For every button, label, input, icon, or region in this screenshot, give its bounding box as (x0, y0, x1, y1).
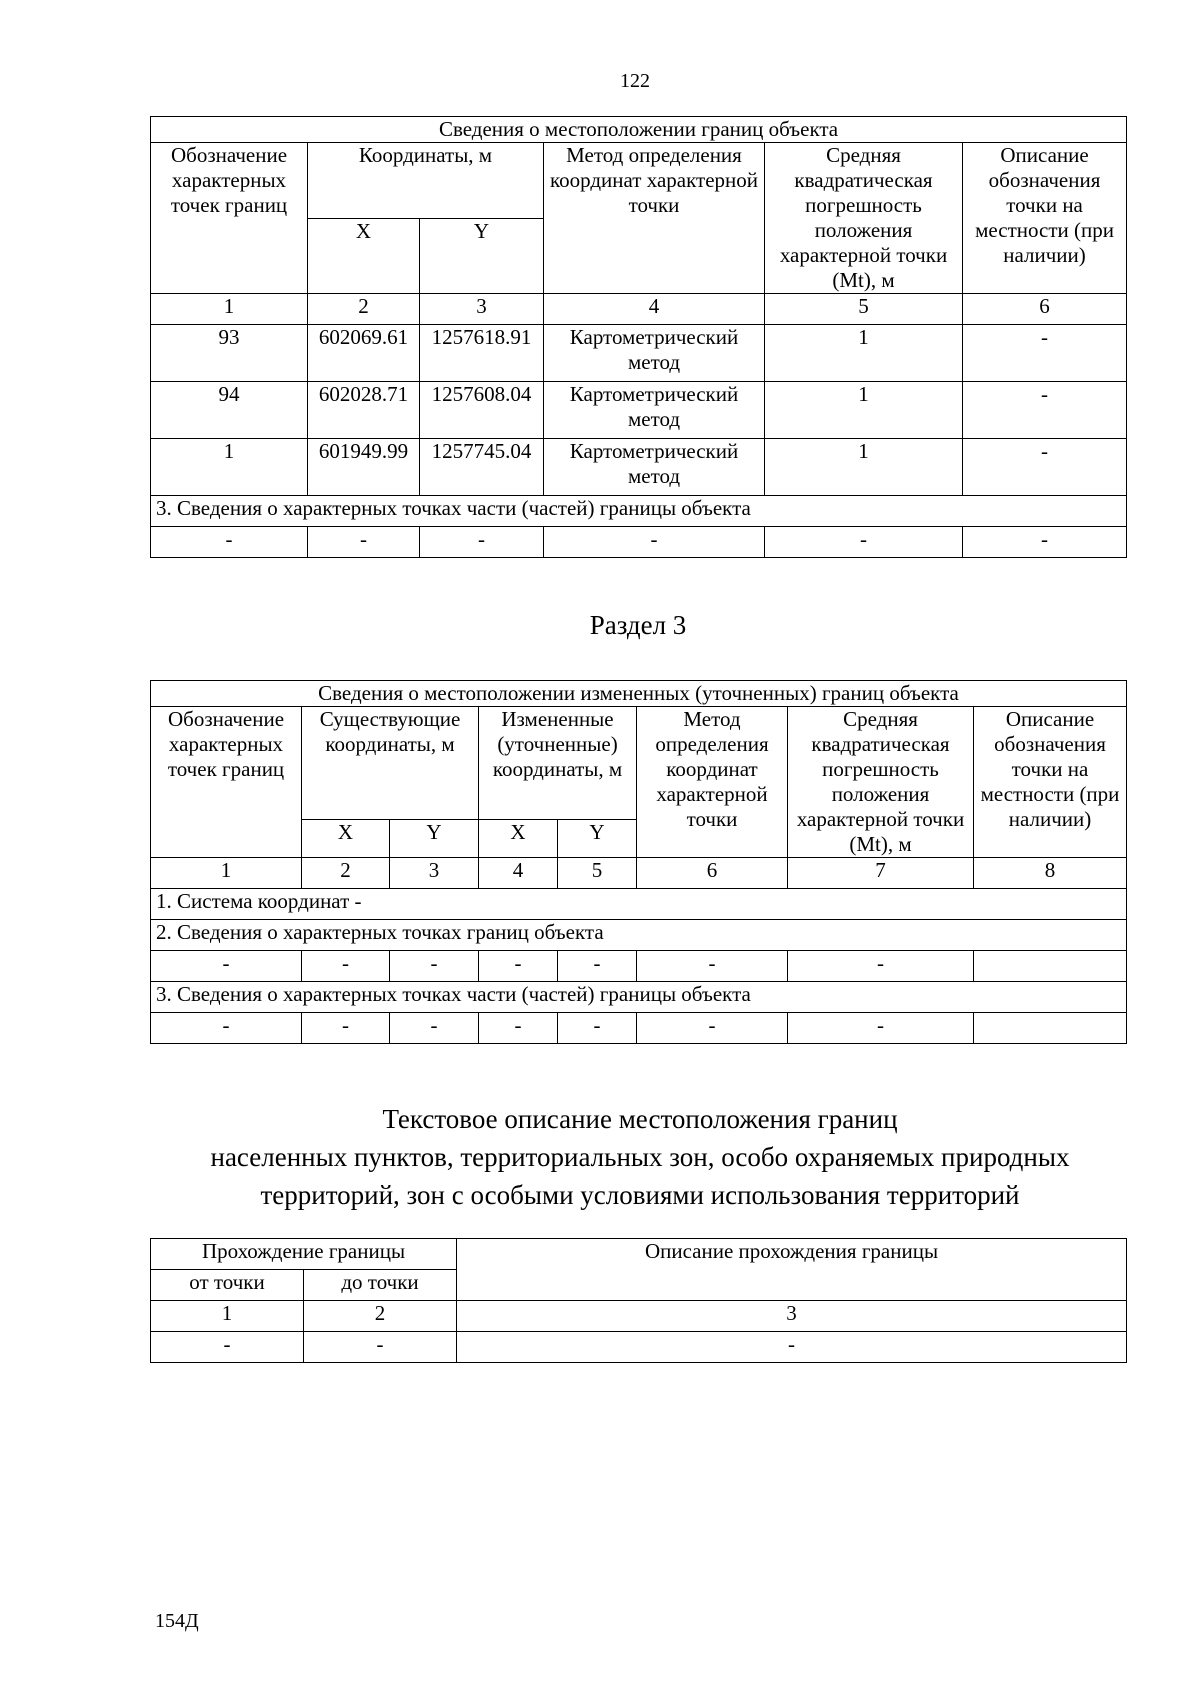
table-row (151, 382, 1127, 439)
page-code: 154Д (155, 1610, 199, 1632)
header-y: Y (420, 218, 544, 294)
header-y: Y (558, 819, 637, 858)
coord-y: 1257745.04 (420, 439, 544, 496)
coord-y: 1257618.91 (420, 325, 544, 382)
cell: - (151, 527, 308, 558)
column-numbers-row (151, 1301, 1127, 1332)
header-designation: Обозначение характерных точек границ (151, 707, 302, 858)
col-number: 6 (963, 294, 1127, 325)
cell: - (558, 1013, 637, 1044)
coord-x: 601949.99 (308, 439, 420, 496)
cell: - (788, 951, 974, 982)
description: - (963, 439, 1127, 496)
page-number: 122 (620, 70, 650, 92)
column-numbers-row (151, 858, 1127, 889)
method: Картометрический метод (544, 325, 765, 382)
table-row (151, 527, 1127, 558)
boundary-location-table (150, 116, 1127, 558)
col-number: 1 (151, 858, 302, 889)
cell: - (544, 527, 765, 558)
table-row (151, 951, 1127, 982)
coord-y: 1257608.04 (420, 382, 544, 439)
header-x: X (308, 218, 420, 294)
col-number: 3 (420, 294, 544, 325)
col-number: 5 (765, 294, 963, 325)
cell (974, 951, 1127, 982)
header-existing-coordinates: Существующие координаты, м (302, 707, 479, 820)
coord-x: 602028.71 (308, 382, 420, 439)
header-passage: Прохождение границы (151, 1239, 457, 1270)
col-number: 4 (479, 858, 558, 889)
header-method: Метод определения координат характерной точки (544, 143, 765, 294)
header-method: Метод определения координат характерной точки (637, 707, 788, 858)
col-number: 8 (974, 858, 1127, 889)
text-description-heading (110, 1100, 1170, 1214)
table-row (151, 325, 1127, 382)
header-description: Описание обозначения точки на местности (при наличии) (963, 143, 1127, 294)
changed-boundary-table (150, 680, 1127, 1044)
cell: - (151, 1332, 304, 1363)
header-designation: Обозначение характерных точек границ (151, 143, 308, 294)
section-heading: Раздел 3 (589, 610, 687, 640)
table-row (151, 1013, 1127, 1044)
heading-line: территорий, зон с особыми условиями использования территорий (260, 1180, 1020, 1210)
cell: - (302, 951, 390, 982)
col-number: 1 (151, 1301, 304, 1332)
cell: - (637, 951, 788, 982)
cell: - (963, 527, 1127, 558)
col-number: 2 (308, 294, 420, 325)
header-description: Описание обозначения точки на местности (при наличии) (974, 707, 1127, 858)
header-y: Y (390, 819, 479, 858)
error: 1 (765, 439, 963, 496)
point-id: 93 (151, 325, 308, 382)
table-row (151, 439, 1127, 496)
cell: - (765, 527, 963, 558)
col-number: 7 (788, 858, 974, 889)
section-3-title: 3. Сведения о характерных точках части (частей) границы объекта (151, 496, 1127, 527)
col-number: 2 (302, 858, 390, 889)
boundary-passage-table (150, 1238, 1127, 1363)
col-number: 1 (151, 294, 308, 325)
header-coordinates: Координаты, м (308, 143, 544, 219)
col-number: 5 (558, 858, 637, 889)
cell: - (788, 1013, 974, 1044)
heading-line: Текстовое описание местоположения границ (382, 1104, 898, 1134)
cell: - (637, 1013, 788, 1044)
table-title: Сведения о местоположении границ объекта (151, 117, 1127, 143)
description: - (963, 382, 1127, 439)
table-row (151, 1332, 1127, 1363)
point-id: 94 (151, 382, 308, 439)
cell: - (390, 1013, 479, 1044)
section-3-title: 3. Сведения о характерных точках части (частей) границы объекта (151, 982, 1127, 1013)
table-title: Сведения о местоположении измененных (уточненных) границ объекта (151, 681, 1127, 707)
cell: - (390, 951, 479, 982)
col-number: 6 (637, 858, 788, 889)
point-id: 1 (151, 439, 308, 496)
col-number: 2 (304, 1301, 457, 1332)
error: 1 (765, 382, 963, 439)
cell (974, 1013, 1127, 1044)
coord-x: 602069.61 (308, 325, 420, 382)
header-passage-description: Описание прохождения границы (457, 1239, 1127, 1301)
header-to-point: до точки (304, 1270, 457, 1301)
cell: - (479, 1013, 558, 1044)
cell: - (479, 951, 558, 982)
col-number: 3 (390, 858, 479, 889)
header-x: X (479, 819, 558, 858)
cell: - (457, 1332, 1127, 1363)
header-from-point: от точки (151, 1270, 304, 1301)
description: - (963, 325, 1127, 382)
coordinate-system: 1. Система координат - (151, 889, 1127, 920)
cell: - (304, 1332, 457, 1363)
method: Картометрический метод (544, 439, 765, 496)
header-changed-coordinates: Измененные (уточненные) координаты, м (479, 707, 637, 820)
section-2-title: 2. Сведения о характерных точках границ объекта (151, 920, 1127, 951)
method: Картометрический метод (544, 382, 765, 439)
header-error: Средняя квадратическая погрешность положения характерной точки (Mt), м (765, 143, 963, 294)
cell: - (151, 1013, 302, 1044)
heading-line: населенных пунктов, территориальных зон, особо охраняемых природных (210, 1142, 1070, 1172)
cell: - (308, 527, 420, 558)
error: 1 (765, 325, 963, 382)
col-number: 4 (544, 294, 765, 325)
cell: - (420, 527, 544, 558)
header-x: X (302, 819, 390, 858)
cell: - (558, 951, 637, 982)
column-numbers-row (151, 294, 1127, 325)
header-error: Средняя квадратическая погрешность положения характерной точки (Mt), м (788, 707, 974, 858)
cell: - (302, 1013, 390, 1044)
cell: - (151, 951, 302, 982)
col-number: 3 (457, 1301, 1127, 1332)
